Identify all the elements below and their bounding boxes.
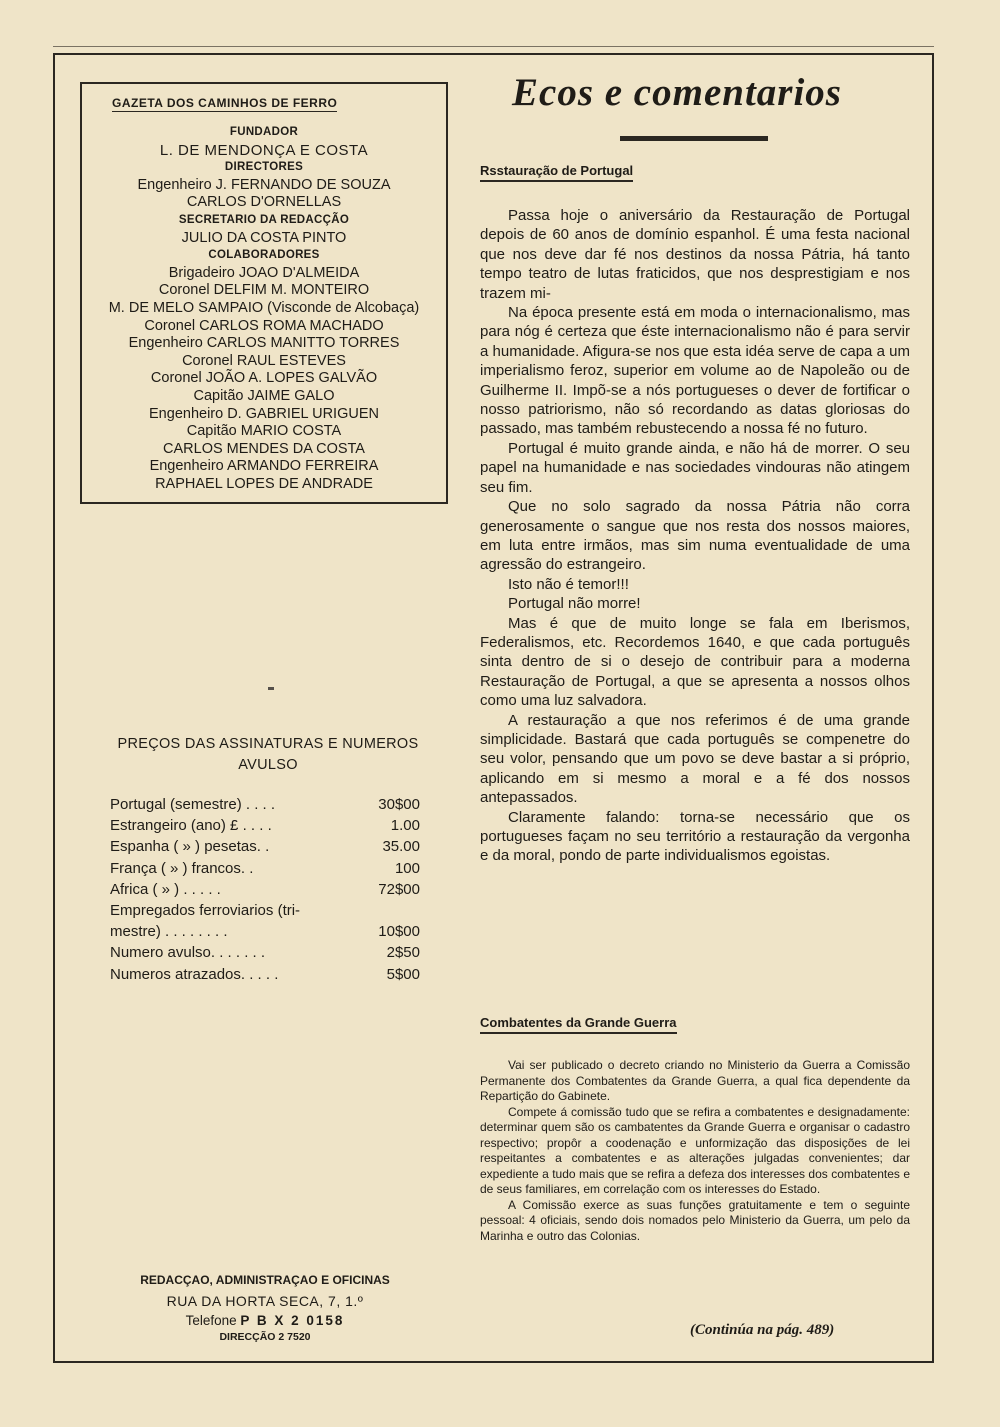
price-value: 2$50: [386, 944, 420, 962]
price-label: Empregados ferroviarios (tri-: [110, 902, 301, 920]
staff-name: Coronel CARLOS ROMA MACHADO: [144, 317, 384, 334]
staff-name: JULIO DA COSTA PINTO: [181, 229, 347, 246]
article2-body: [480, 1058, 910, 1244]
phone-number: P B X 2 0158: [240, 1313, 345, 1328]
masthead-title: GAZETA DOS CAMINHOS DE FERRO: [112, 96, 338, 110]
article1-body: [480, 206, 910, 866]
section-heading: Ecos e comentarios: [512, 71, 842, 114]
staff-name: Capitão JAIME GALO: [193, 387, 335, 404]
ornament-mark: [268, 687, 274, 690]
price-label: Africa ( » ) . . . . .: [110, 880, 221, 898]
article1-paragraph: Claramente falando: torna-se necessário que os portugueses façam no seu território a restauração da vergonha e da moral, pondo de parte individualismos egoistas.: [480, 808, 910, 865]
office-phone: [100, 1312, 430, 1330]
office-line4: DIRECÇÃO 2 7520: [219, 1331, 311, 1343]
staff-role: FUNDADOR: [229, 126, 299, 138]
price-row: [110, 942, 420, 963]
article1-paragraph: A restauração a que nos referimos é de uma grande simplicidade. Bastará que cada português se compenetre do seu volor, pensando que um povo se deve bastar a si próprio, aplicando em si mesmo a moral e a fé dos nossos antepassados.: [480, 711, 910, 807]
article2-paragraph: A Comissão exerce as suas funções gratuitamente e tem o seguinte pessoal: 4 oficiais, sendo dois nomados pelo Ministerio da Guerra, um pelo da Marinha e outro das Colonias.: [480, 1197, 910, 1243]
price-value: [360, 900, 420, 921]
staff-name: RAPHAEL LOPES DE ANDRADE: [155, 475, 373, 492]
price-value: 30$00: [378, 796, 420, 813]
staff-name: Coronel JOÃO A. LOPES GALVÃO: [150, 370, 378, 387]
price-value: 72$00: [378, 880, 420, 898]
price-value: 5$00: [386, 965, 420, 983]
price-row: [110, 921, 420, 942]
staff-name: Coronel DELFIM M. MONTEIRO: [158, 282, 370, 299]
price-label: Estrangeiro (ano) £ . . . .: [110, 817, 272, 835]
staff-name: Engenheiro D. GABRIEL URIGUEN: [149, 405, 379, 422]
price-row: [110, 964, 420, 985]
article1-paragraph: Isto não é temor!!!: [508, 575, 629, 593]
price-value: 1.00: [390, 817, 420, 835]
price-row: [110, 794, 420, 815]
price-label: mestre) . . . . . . . .: [110, 923, 228, 941]
article1-paragraph: Mas é que de muito longe se fala em Iberismos, Federalismos, etc. Recordemos 1640, e que cada português sinta dentro de si o desejo de contribuir para a moderna Restauração de Portugal, a que se apresenta a nossos olhos como uma luz salvadora.: [480, 614, 910, 710]
staff-name: Engenheiro ARMANDO FERREIRA: [149, 458, 379, 475]
price-list: [110, 794, 420, 985]
price-label: Numero avulso. . . . . . .: [110, 944, 266, 962]
continuation-note: (Continúa na pág. 489): [690, 1322, 835, 1338]
price-value: 10$00: [378, 923, 420, 941]
price-row: [110, 858, 420, 879]
price-row: [110, 900, 420, 921]
prices-title-line1: PREÇOS DAS ASSINATURAS E NUMEROS: [117, 736, 419, 752]
price-label: Portugal (semestre) . . . .: [110, 796, 276, 813]
staff-name: M. DE MELO SAMPAIO (Visconde de Alcobaça): [108, 299, 420, 316]
price-label: Numeros atrazados. . . . .: [110, 965, 279, 983]
article1-paragraph: Passa hoje o aniversário da Restauração de Portugal depois de 60 anos de domínio espanhol. É uma festa nacional que nos deve dar fé nos destinos da nossa Pátria, há tanto tempo teatro de lutas fraticidos, que nos desprestigiam e nos trazem mi-: [480, 207, 910, 302]
staff-list: [82, 124, 446, 493]
prices-title: [88, 734, 448, 776]
staff-name: Coronel RAUL ESTEVES: [182, 352, 346, 369]
article2-title: Combatentes da Grande Guerra: [480, 1015, 677, 1034]
article1-title: Rsstauração de Portugal: [480, 163, 633, 182]
price-row: [110, 836, 420, 857]
price-row: [110, 879, 420, 900]
price-row: [110, 815, 420, 836]
top-rule: [53, 46, 934, 47]
staff-role: SECRETARIO DA REDACÇÃO: [178, 213, 350, 226]
price-label: Espanha ( » ) pesetas. .: [110, 838, 270, 856]
heading-rule: [620, 136, 768, 141]
phone-label: Telefone: [185, 1313, 237, 1328]
article1-paragraph: Portugal não morre!: [508, 595, 641, 613]
article1-paragraph: Na época presente está em moda o internacionalismo, mas para nóg é certeza que éste internacionalismo não é para servir a humanidade. Afigura-se nos que esta idéa serve de capa a um imperialismo feroz, superior em volume ao de Napoleão ou de Guilherme II. Impõ-se a nós portugueses o dever de fortificar o nosso patriorismo, não só recordando as datas gloriosas do passado, mas também rebustecendo a nossa fé no futuro.: [480, 304, 910, 438]
price-value: 35.00: [382, 838, 420, 856]
staff-name: Engenheiro J. FERNANDO DE SOUZA: [137, 176, 391, 193]
staff-role: DIRECTORES: [224, 161, 304, 174]
price-label: França ( » ) francos. .: [110, 859, 254, 877]
staff-role: COLABORADORES: [208, 249, 320, 262]
prices-title-line2: AVULSO: [238, 757, 298, 773]
price-value: 100: [394, 859, 420, 877]
article2-paragraph: Compete á comissão tudo que se refira a combatentes e designadamente: determinar quem são os cambatentes da Grande Guerra e organisar o cadastro respectivo; propôr a coodenação e unformização das disposições de lei respeitantes a combatentes e as alterações julgadas convenientes; dar expediente a tudo mais que se refira a defeza dos interesses dos combatentes e de seus familiares, em correlação com os interesses do Estado.: [480, 1104, 910, 1196]
article1-paragraph: Portugal é muito grande ainda, e não há de morrer. O seu papel na humanidade e nas sociedades vindouras não atingem seu fim.: [480, 439, 910, 496]
staff-name: CARLOS D'ORNELLAS: [186, 194, 342, 211]
masthead-box: [80, 82, 448, 504]
office-line2: RUA DA HORTA SECA, 7, 1.º: [166, 1293, 364, 1309]
office-line1: REDACÇAO, ADMINISTRAÇAO E OFICINAS: [140, 1273, 390, 1287]
staff-name: Brigadeiro JOAO D'ALMEIDA: [168, 264, 360, 281]
staff-name: L. DE MENDONÇA E COSTA: [159, 141, 369, 159]
office-address: [100, 1270, 430, 1344]
staff-name: CARLOS MENDES DA COSTA: [163, 440, 365, 457]
article1-paragraph: Que no solo sagrado da nossa Pátria não corra generosamente o sangue que nos resta dos nossos maiores, em luta entre irmãos, mas sim numa eventualidade de uma agressão do estrangeiro.: [480, 498, 910, 574]
staff-name: Engenheiro CARLOS MANITTO TORRES: [128, 335, 400, 352]
article2-paragraph: Vai ser publicado o decreto criando no Ministerio da Guerra a Comissão Permanente dos Combatentes da Grande Guerra, a qual fica dependente da Repartição do Gabinete.: [480, 1058, 910, 1103]
prices-block: [88, 734, 448, 985]
staff-name: Capitão MARIO COSTA: [186, 423, 342, 440]
